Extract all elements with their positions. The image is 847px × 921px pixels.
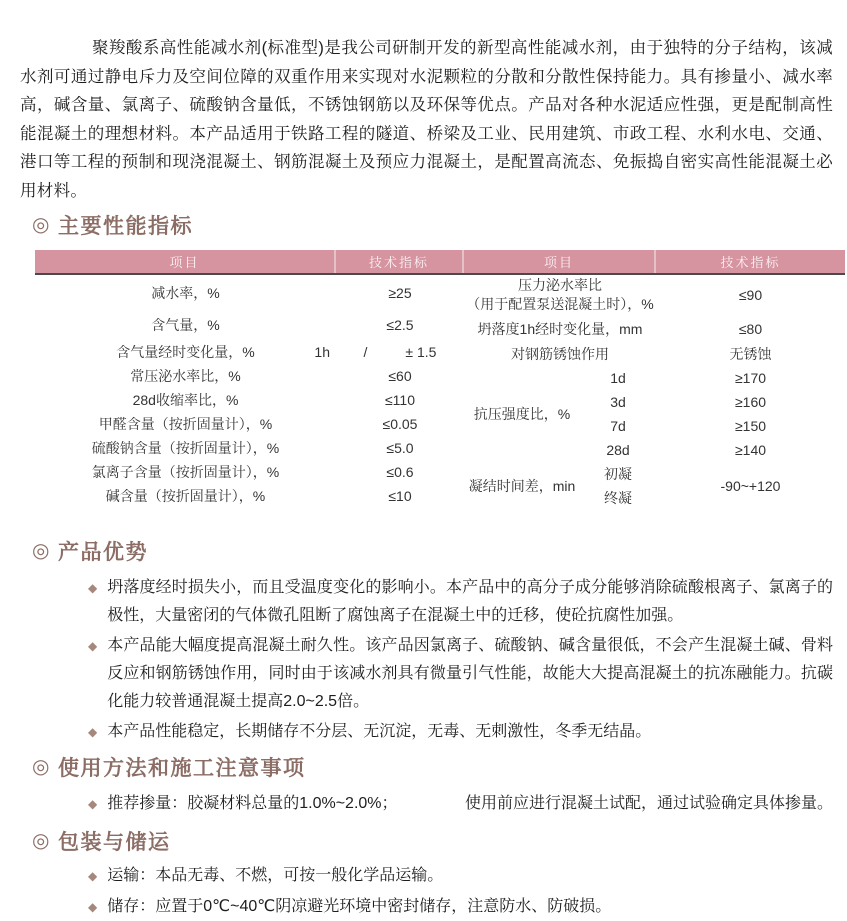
- age-cell: 28d: [606, 442, 630, 458]
- packaging-list: [88, 862, 833, 921]
- value-cell: ≤80: [738, 320, 763, 337]
- item-cell: 氯离子含量（按折固量计），%: [91, 464, 280, 480]
- usage-list: [88, 790, 833, 818]
- value-cell: ≤2.5: [386, 317, 414, 333]
- table-left-half: [35, 275, 464, 508]
- table-body: [35, 275, 845, 510]
- section-title: 使用方法和施工注意事项: [57, 757, 306, 780]
- value-cell: -90~+120: [720, 478, 781, 494]
- sub-column: [580, 462, 656, 510]
- table-row: [35, 484, 464, 508]
- age-cell: 3d: [610, 394, 626, 410]
- value-cell: ≤0.6: [386, 464, 414, 480]
- item-cell: 对钢筋锈蚀作用: [511, 346, 609, 362]
- item-cell: 碱含量（按折固量计），%: [105, 488, 266, 504]
- value-cell: ≥160: [734, 394, 767, 410]
- value-cell: [336, 339, 464, 364]
- time-sublabel: 1h: [314, 343, 330, 360]
- table-row: [35, 364, 464, 388]
- double-circle-icon: ◎: [32, 214, 51, 236]
- value-cell: ≥150: [734, 418, 767, 434]
- group-label: 抗压强度比，%: [473, 406, 571, 422]
- double-circle-icon: ◎: [32, 540, 51, 562]
- diamond-bullet-icon: ◆: [88, 869, 98, 883]
- section-heading-performance: [32, 210, 847, 240]
- list-item-text: 运输：本品无毒、不燃，可按一般化学品运输。: [107, 867, 444, 884]
- value-cell: ≤0.05: [382, 416, 418, 432]
- diamond-bullet-icon: ◆: [88, 797, 98, 811]
- value-cell: ≥25: [388, 285, 412, 301]
- table-row: [464, 315, 845, 342]
- item-cell: 含气量，%: [151, 317, 220, 333]
- value-cell: ≤110: [384, 392, 415, 408]
- table-row: [35, 275, 464, 311]
- group-label: 凝结时间差，min: [468, 478, 576, 494]
- table-header-cell: 技术指标: [336, 250, 464, 273]
- diamond-bullet-icon: ◆: [88, 725, 98, 739]
- value-cell: ≤5.0: [386, 440, 414, 456]
- sub-cell: 终凝: [604, 490, 632, 506]
- sub-cell: 初凝: [604, 466, 632, 482]
- item-cell: 常压泌水率比，%: [130, 368, 241, 384]
- item-cell: [35, 339, 336, 364]
- list-item-text: 坍落度经时损失小，而且受温度变化的影响小。本产品中的高分子成分能够消除硫酸根离子、氯离子的极性，大量密闭的气体微孔阻断了腐蚀离子在混凝土中的迁移，使砼抗腐性加强。: [107, 579, 833, 624]
- double-circle-icon: ◎: [32, 756, 51, 778]
- setting-time-group: [464, 462, 845, 510]
- list-item: [88, 574, 833, 630]
- item-cell: 甲醛含量（按折固量计），%: [98, 416, 273, 432]
- age-column: [580, 366, 656, 462]
- item-label-line1: 压力泌水率比: [518, 277, 602, 293]
- table-row: [35, 460, 464, 484]
- table-header-cell: 技术指标: [720, 255, 781, 270]
- section-title: 主要性能指标: [57, 215, 193, 238]
- table-header-cell: 项目: [35, 250, 336, 273]
- compressive-strength-group: [464, 366, 845, 462]
- value-cell: ≤10: [388, 488, 412, 504]
- value-column: [656, 366, 845, 462]
- list-item-text: 本产品性能稳定，长期储存不分层、无沉淀，无毒、无刺激性，冬季无结晶。: [107, 723, 652, 740]
- value-cell: ≤60: [388, 368, 412, 384]
- value-cell: ≥170: [734, 370, 767, 386]
- list-item: [88, 893, 833, 921]
- list-item: [88, 718, 833, 746]
- item-cell: 坍落度1h经时变化量，mm: [477, 320, 643, 337]
- item-label: 含气量经时变化量，%: [116, 343, 255, 360]
- performance-table: [35, 250, 845, 510]
- list-item: [88, 790, 833, 818]
- item-cell: 减水率，%: [151, 285, 220, 301]
- item-label-line2: （用于配置泵送混凝土时），%: [466, 296, 654, 312]
- diamond-bullet-icon: ◆: [88, 900, 98, 914]
- section-title: 包装与储运: [57, 831, 171, 854]
- datasheet-page: [0, 34, 847, 915]
- table-header-row: [35, 250, 845, 275]
- table-row: [35, 311, 464, 339]
- age-cell: 7d: [610, 418, 626, 434]
- list-item: [88, 632, 833, 716]
- advantages-list: [88, 574, 833, 746]
- diamond-bullet-icon: ◆: [88, 581, 98, 595]
- table-row: [464, 275, 845, 315]
- list-item-text: 本产品能大幅度提高混凝土耐久性。该产品因氯离子、硫酸钠、碱含量很低，不会产生混凝土碱、骨料反应和钢筋锈蚀作用，同时由于该减水剂具有微量引气性能，故能大大提高混凝土的抗冻融能力。抗碳化能力较普通混凝土提高2.0~2.5倍。: [107, 637, 833, 710]
- table-row: [35, 436, 464, 460]
- list-item-text: 储存：应置于0℃~40℃阴凉避光环境中密封储存，注意防水、防破损。: [107, 898, 612, 915]
- section-heading-packaging: [32, 826, 847, 856]
- slash-separator: /: [363, 343, 368, 360]
- item-cell: 硫酸钠含量（按折固量计），%: [91, 440, 280, 456]
- item-cell: [464, 275, 656, 315]
- list-item: [88, 862, 833, 890]
- table-header-cell: 项目: [464, 250, 656, 273]
- diamond-bullet-icon: ◆: [88, 639, 98, 653]
- table-right-half: [464, 275, 845, 510]
- age-cell: 1d: [610, 370, 626, 386]
- value-cell: ≤90: [738, 287, 763, 303]
- section-heading-usage: [32, 752, 847, 782]
- usage-note-text: 使用前应进行混凝土试配，通过试验确定具体掺量。: [464, 795, 833, 812]
- table-row: [35, 412, 464, 436]
- section-title: 产品优势: [57, 541, 148, 564]
- double-circle-icon: ◎: [32, 830, 51, 852]
- table-row: [35, 388, 464, 412]
- item-cell: 28d收缩率比，%: [132, 392, 239, 408]
- value-label: ± 1.5: [405, 343, 437, 360]
- dosage-text: 推荐掺量：胶凝材料总量的1.0%~2.0%；: [107, 795, 398, 812]
- table-row: [464, 342, 845, 366]
- section-heading-advantages: [32, 536, 847, 566]
- intro-paragraph: 聚羧酸系高性能减水剂(标准型)是我公司研制开发的新型高性能减水剂，由于独特的分子结构，该减水剂可通过静电斥力及空间位障的双重作用来实现对水泥颗粒的分散和分散性保持能力。具有掺量小、减水率高，碱含量、氯离子、硫酸钠含量低，不锈蚀钢筋以及环保等优点。产品对各种水泥适应性强，更是配制高性能混凝土的理想材料。本产品适用于铁路工程的隧道、桥梁及工业、民用建筑、市政工程、水利水电、交通、港口等工程的预制和现浇混凝土、钢筋混凝土及预应力混凝土，是配置高流态、免振捣自密实高性能混凝土必用材料。: [20, 39, 833, 200]
- table-row: [35, 339, 464, 364]
- value-cell: 无锈蚀: [729, 346, 772, 362]
- value-cell: ≥140: [734, 442, 767, 458]
